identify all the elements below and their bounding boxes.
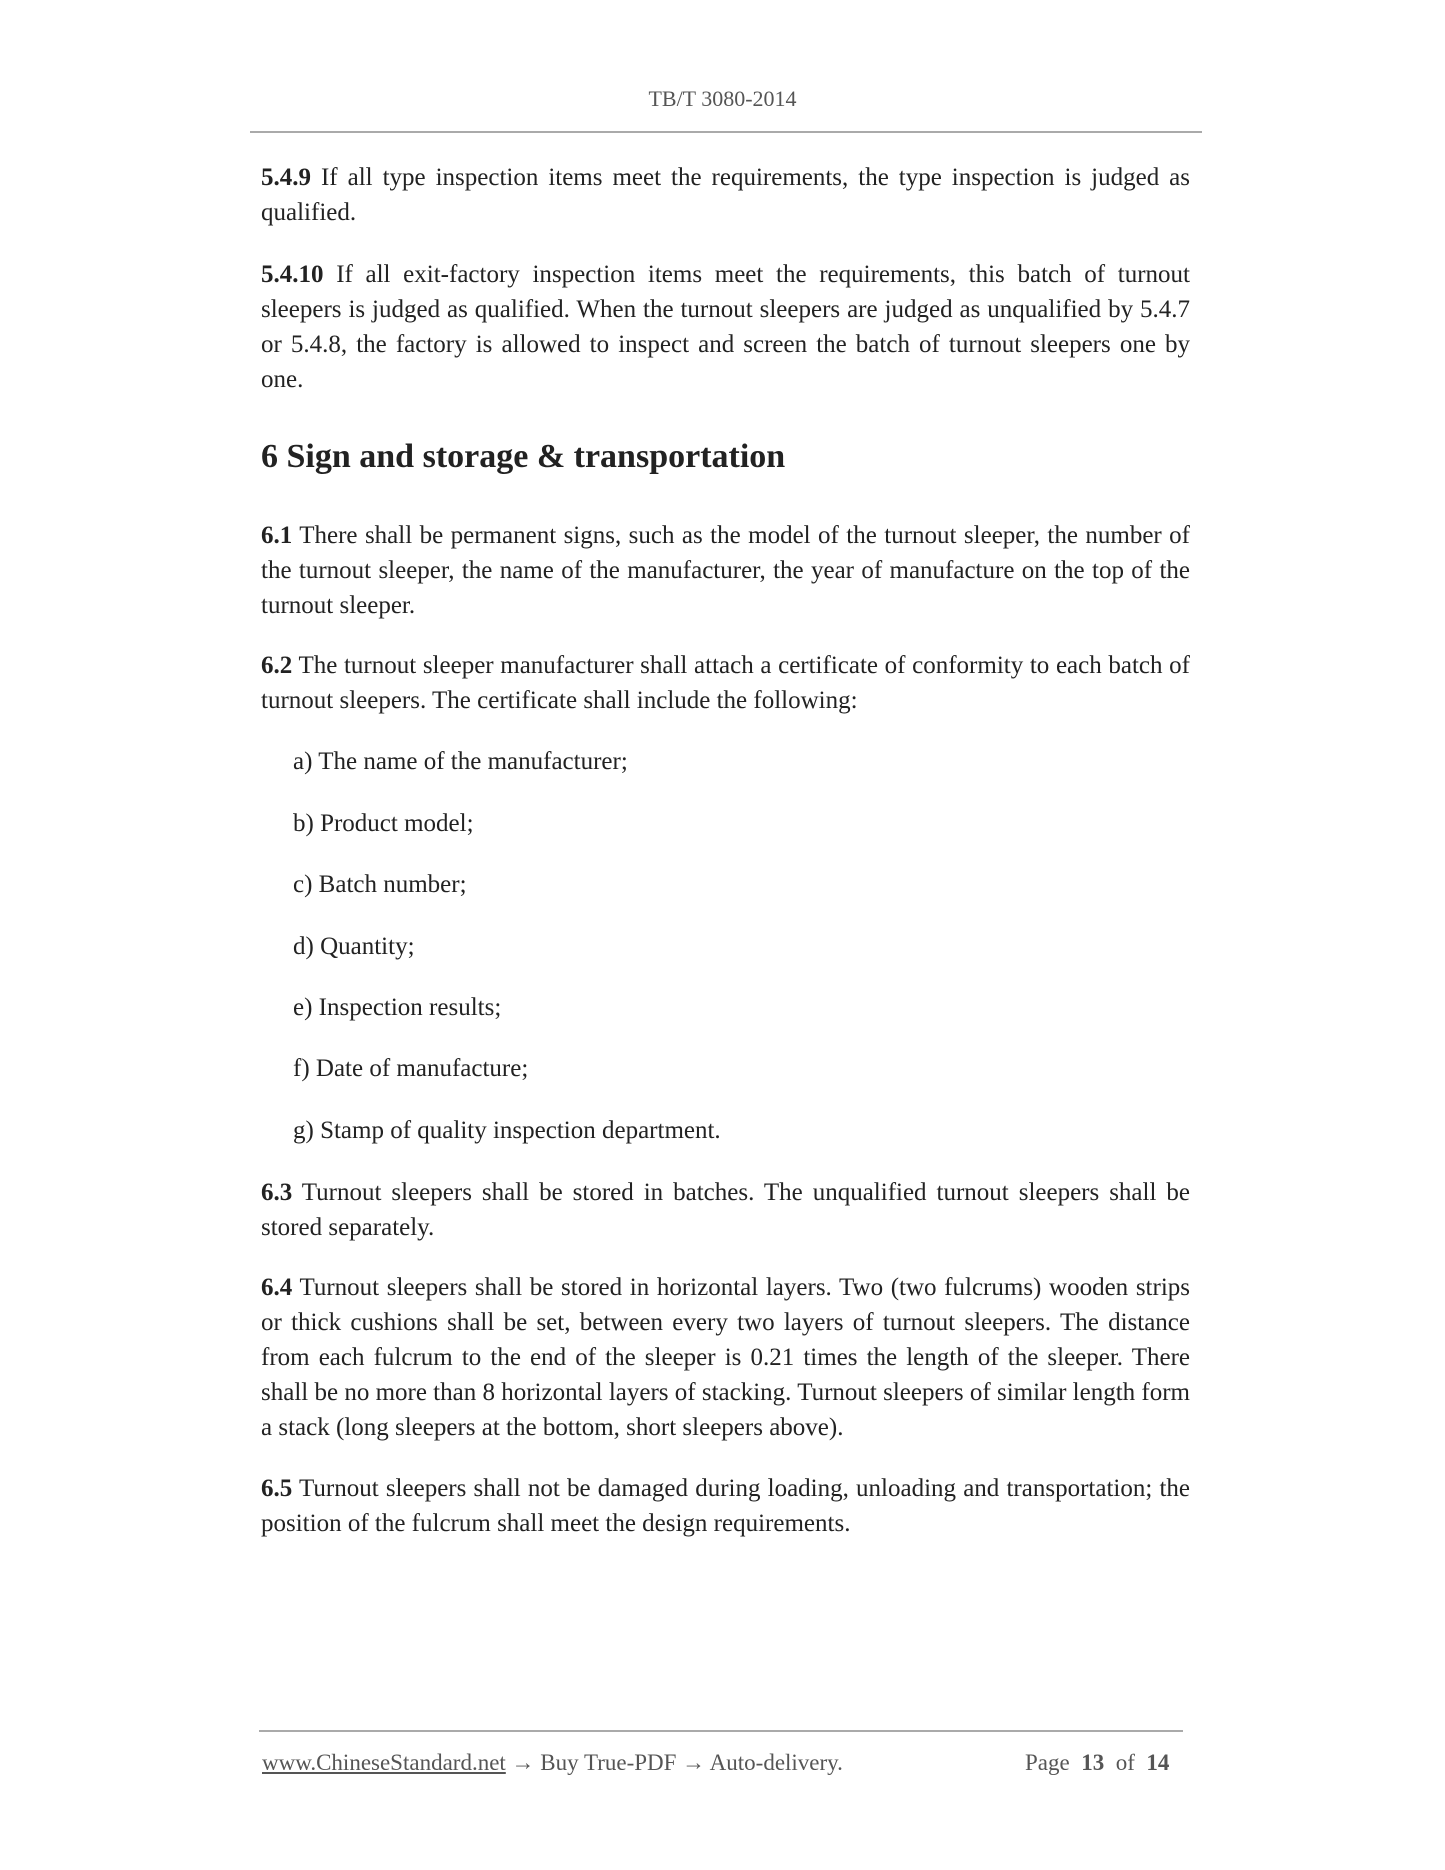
clause-text: Turnout sleepers shall be stored in horizontal layers. Two (two fulcrums) wooden strips or thick cushions shall be set, between every two layers of turnout sleepers. The distance from each fulcrum to the end of the sleeper is 0.21 times the length of the sleeper. There shall be no more than 8 horizontal layers of stacking. Turnout sleepers of similar length form a stack (long sleepers at the bottom, short sleepers above). — [261, 1274, 1190, 1441]
clause-number: 6.5 — [261, 1475, 293, 1502]
list-item: b) Product model; — [293, 810, 474, 837]
page-current: 13 — [1081, 1750, 1105, 1775]
clause-number: 6.3 — [261, 1179, 293, 1206]
page-total: 14 — [1146, 1750, 1170, 1775]
clause-number: 6.2 — [261, 652, 293, 679]
of-label: of — [1115, 1750, 1135, 1775]
website-link[interactable]: www.ChineseStandard.net — [262, 1750, 506, 1775]
clause-5-4-10 — [261, 257, 1190, 397]
list-item: f) Date of manufacture; — [293, 1055, 529, 1082]
clause-text: Turnout sleepers shall not be damaged during loading, unloading and transportation; the position of the fulcrum shall meet the design requirements. — [261, 1475, 1190, 1537]
header-divider — [250, 131, 1202, 133]
page-indicator — [1025, 1750, 1169, 1776]
clause-text: Turnout sleepers shall be stored in batches. The unqualified turnout sleepers shall be stored separately. — [261, 1179, 1190, 1241]
clause-text: If all type inspection items meet the requirements, the type inspection is judged as qualified. — [261, 164, 1191, 226]
list-item: c) Batch number; — [293, 871, 467, 898]
page-label: Page — [1025, 1750, 1070, 1775]
clause-text: If all exit-factory inspection items meet the requirements, this batch of turnout sleepers is judged as qualified. When the turnout sleepers are judged as unqualified by 5.4.7 or 5.4.8, the factory is allowed to inspect and screen the batch of turnout sleepers one by one. — [261, 261, 1191, 393]
clause-6-1 — [261, 518, 1190, 623]
clause-text: The turnout sleeper manufacturer shall attach a certificate of conformity to each batch of turnout sleepers. The certificate shall include the following: — [261, 652, 1190, 714]
clause-6-2 — [261, 648, 1190, 718]
list-item: d) Quantity; — [293, 933, 415, 960]
clause-6-5 — [261, 1471, 1190, 1541]
clause-number: 6.1 — [261, 522, 293, 549]
clause-number: 6.4 — [261, 1274, 293, 1301]
footer-divider — [259, 1730, 1183, 1732]
footer-promo — [262, 1750, 843, 1776]
clause-6-4 — [261, 1270, 1190, 1445]
clause-text: There shall be permanent signs, such as the model of the turnout sleeper, the number of the turnout sleeper, the name of the manufacturer, the year of manufacture on the top of the turnout sleeper. — [261, 522, 1190, 619]
list-item: g) Stamp of quality inspection department. — [293, 1117, 721, 1144]
clause-number: 5.4.9 — [261, 164, 311, 191]
footer-trail: → Buy True-PDF → Auto-delivery. — [505, 1750, 843, 1775]
clause-5-4-9 — [261, 160, 1190, 230]
clause-6-3 — [261, 1175, 1190, 1245]
list-item: a) The name of the manufacturer; — [293, 748, 628, 775]
document-code-header: TB/T 3080-2014 — [648, 86, 797, 111]
list-item: e) Inspection results; — [293, 994, 502, 1021]
clause-number: 5.4.10 — [261, 261, 324, 288]
section-heading: 6 Sign and storage & transportation — [261, 438, 786, 475]
